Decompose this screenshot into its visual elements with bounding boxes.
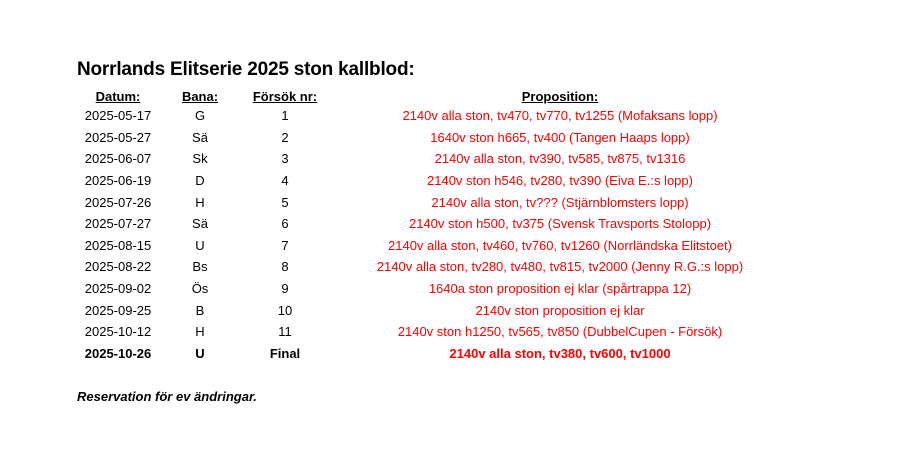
cell-track: Ös xyxy=(191,281,209,297)
cell-date: 2025-09-02 xyxy=(84,281,152,297)
table-row xyxy=(75,148,789,170)
cell-race-number: 1 xyxy=(281,108,289,124)
cell-proposition: 2140v ston h546, tv280, tv390 (Eiva E.:s lopp) xyxy=(427,173,693,189)
page-title: Norrlands Elitserie 2025 ston kallblod: xyxy=(77,59,415,80)
header-proposition: Proposition: xyxy=(521,89,599,104)
cell-track: H xyxy=(195,324,205,340)
header-track: Bana: xyxy=(181,89,219,104)
cell-date: 2025-10-12 xyxy=(84,324,152,340)
table-row xyxy=(75,321,789,343)
table-row xyxy=(75,191,789,213)
table-row xyxy=(75,170,789,192)
cell-race-number: Final xyxy=(269,345,301,361)
cell-track: U xyxy=(195,237,205,253)
cell-race-number: 10 xyxy=(277,302,293,318)
cell-proposition: 2140v alla ston, tv280, tv480, tv815, tv2000 (Jenny R.G.:s lopp) xyxy=(376,259,744,275)
table-row xyxy=(75,278,789,300)
cell-proposition: 2140v alla ston, tv??? (Stjärnblomsters lopp) xyxy=(431,194,689,210)
cell-date: 2025-05-27 xyxy=(84,129,152,145)
cell-proposition: 2140v ston proposition ej klar xyxy=(475,302,645,318)
cell-date: 2025-07-26 xyxy=(84,194,152,210)
cell-race-number: 11 xyxy=(278,324,292,340)
cell-race-number: 4 xyxy=(281,173,289,189)
cell-date: 2025-07-27 xyxy=(84,216,152,232)
cell-proposition: 1640v ston h665, tv400 (Tangen Haaps lopp) xyxy=(430,129,690,145)
cell-proposition: 1640a ston proposition ej klar (spårtrappa 12) xyxy=(428,281,692,297)
cell-race-number: 8 xyxy=(281,259,289,275)
cell-race-number: 3 xyxy=(281,151,289,167)
cell-race-number: 7 xyxy=(281,237,289,253)
cell-date: 2025-10-26 xyxy=(84,345,152,361)
table-row xyxy=(75,256,789,278)
header-race-number: Försök nr: xyxy=(252,89,318,104)
cell-track: H xyxy=(195,194,205,210)
cell-track: Bs xyxy=(192,259,208,275)
cell-date: 2025-09-25 xyxy=(84,302,152,318)
cell-track: B xyxy=(195,302,205,318)
table-row xyxy=(75,235,789,257)
cell-date: 2025-06-19 xyxy=(84,173,152,189)
cell-date: 2025-08-15 xyxy=(84,237,152,253)
cell-track: U xyxy=(195,345,205,361)
cell-date: 2025-06-07 xyxy=(84,151,152,167)
cell-proposition: 2140v alla ston, tv390, tv585, tv875, tv1316 xyxy=(434,151,686,167)
race-schedule-table xyxy=(75,88,789,364)
cell-race-number: 6 xyxy=(281,216,289,232)
cell-track: D xyxy=(195,173,205,189)
cell-race-number: 9 xyxy=(281,281,289,297)
table-row xyxy=(75,127,789,149)
table-row-final xyxy=(75,343,789,365)
cell-track: Sk xyxy=(192,151,208,167)
cell-proposition: 2140v alla ston, tv460, tv760, tv1260 (Norrländska Elitstoet) xyxy=(388,237,732,253)
table-row xyxy=(75,299,789,321)
table-header-row xyxy=(75,88,789,105)
cell-proposition: 2140v alla ston, tv470, tv770, tv1255 (Mofaksans lopp) xyxy=(402,108,718,124)
cell-date: 2025-08-22 xyxy=(84,259,152,275)
cell-race-number: 2 xyxy=(281,129,289,145)
cell-track: G xyxy=(194,108,206,124)
cell-proposition: 2140v alla ston, tv380, tv600, tv1000 xyxy=(449,345,671,361)
table-row xyxy=(75,213,789,235)
cell-proposition: 2140v ston h1250, tv565, tv850 (DubbelCupen - Försök) xyxy=(397,324,723,340)
cell-date: 2025-05-17 xyxy=(84,108,152,124)
header-date: Datum: xyxy=(95,89,141,104)
cell-track: Sä xyxy=(192,129,208,145)
reservation-note: Reservation för ev ändringar. xyxy=(77,389,257,404)
table-row xyxy=(75,105,789,127)
cell-proposition: 2140v ston h500, tv375 (Svensk Travsports Stolopp) xyxy=(408,216,712,232)
cell-track: Sä xyxy=(192,216,208,232)
cell-race-number: 5 xyxy=(281,194,289,210)
